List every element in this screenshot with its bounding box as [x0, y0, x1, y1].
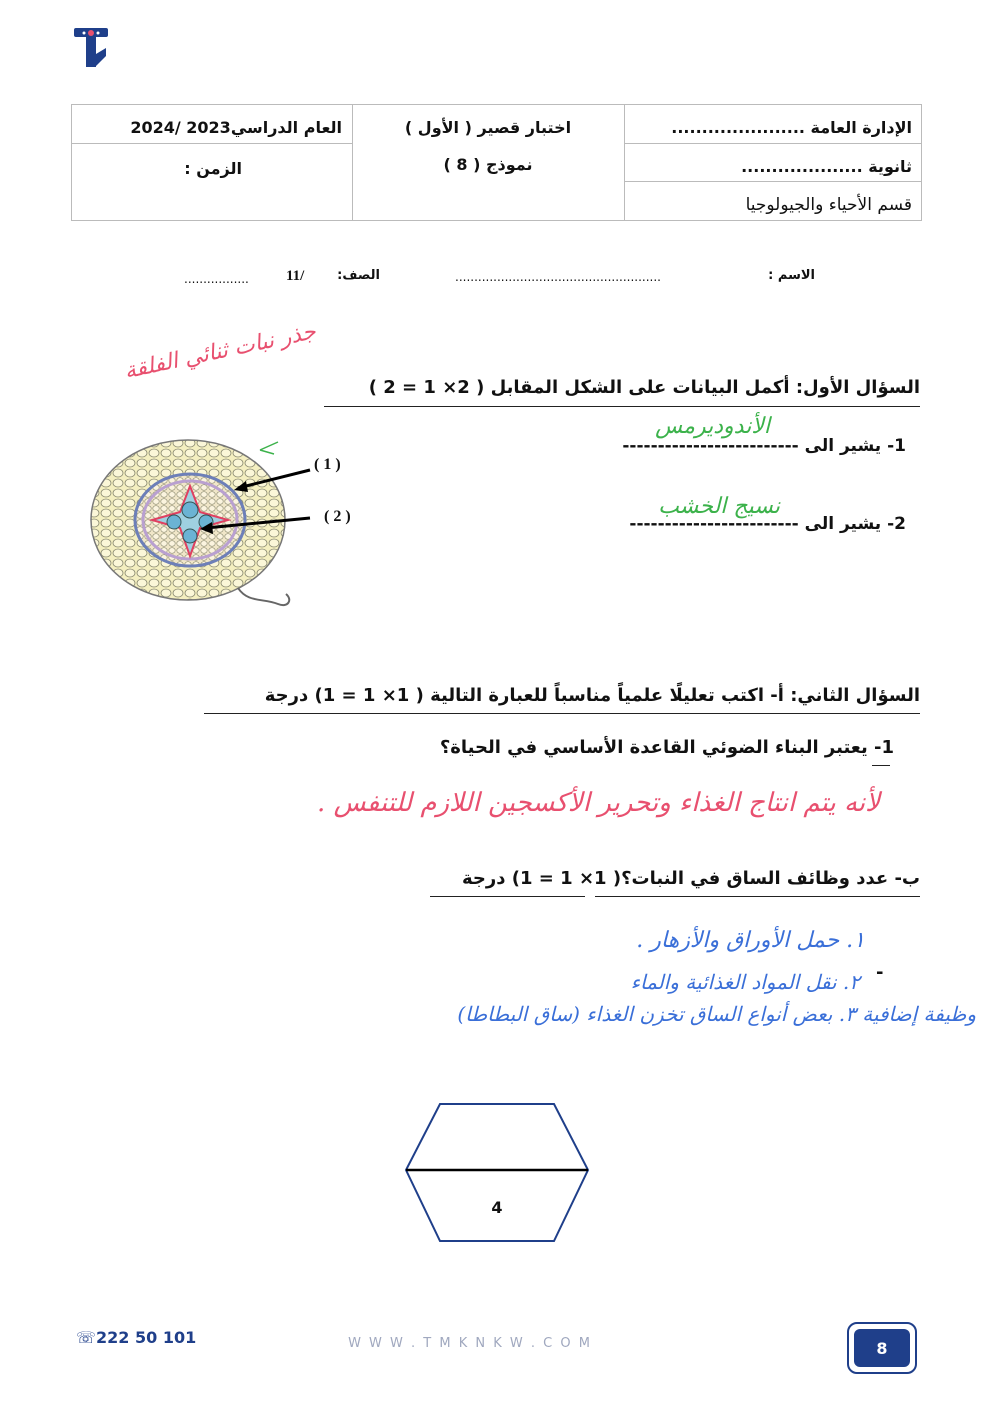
q2-item1: 1- يعتبر البناء الضوئي القاعدة الأساسي في الحياة؟	[439, 737, 894, 758]
model-number: نموذج ( 8 )	[443, 155, 533, 174]
q1-answer1: الأندوديرمس	[655, 414, 770, 439]
root-cross-section-diagram	[88, 428, 368, 618]
score-box	[404, 1102, 590, 1244]
class-value: 11/	[286, 268, 305, 284]
q2b-answer2: ٢. نقل المواد الغذائية والماء	[630, 970, 860, 994]
name-field[interactable]: ......................................................	[455, 270, 661, 284]
tm-logo-icon	[70, 22, 114, 76]
exam-title: اختبار قصير ( الأول )	[404, 118, 572, 137]
q2-title: السؤال الثاني: أ- اكتب تعليلًا علمياً مناسباً للعبارة التالية ( 1× 1 = 1) درجة	[264, 685, 920, 706]
logo	[70, 22, 114, 76]
margin-note: جذر نبات ثنائي الفلقة	[122, 319, 319, 385]
website-link[interactable]: W W W . T M K N K W . C O M	[348, 1336, 592, 1351]
diagram-label-2: ( 2 )	[324, 508, 351, 525]
admin-field: الإدارة العامة ......................	[671, 118, 912, 137]
name-label: الاسم :	[768, 268, 815, 283]
diagram-label-1: ( 1 )	[314, 456, 341, 473]
department-label: قسم الأحياء والجيولوجيا	[745, 195, 912, 215]
page-number-badge	[847, 1322, 917, 1374]
academic-year: العام الدراسي2023 /2024	[130, 118, 342, 137]
q2b-answer1: ١. حمل الأوراق والأزهار .	[636, 928, 865, 953]
q2b-title: ب- عدد وظائف الساق في النبات؟( 1× 1 = 1) درجة	[462, 868, 920, 889]
score-value: 4	[491, 1198, 503, 1217]
class-field[interactable]: .................	[184, 272, 249, 286]
class-label: الصف:	[337, 268, 380, 283]
q1-title: السؤال الأول: أكمل البيانات على الشكل المقابل ( 2× 1 = 2 )	[368, 377, 920, 398]
school-field: ثانوية ....................	[741, 157, 912, 176]
q1-answer2: نسيج الخشب	[658, 494, 780, 519]
phone-number: ☏222 50 101	[76, 1328, 197, 1347]
q2-answer1: لأنه يتم انتاج الغذاء وتحرير الأكسجين اللازم للتنفس .	[317, 788, 880, 818]
q1-item2: 2- يشير الى ------------------------	[629, 514, 906, 534]
time-field: الزمن :	[184, 159, 242, 178]
page-number: 8	[854, 1329, 910, 1367]
q2b-answer3: وظيفة إضافية ٣. بعض أنواع الساق تخزن الغذاء (ساق البطاطا)	[457, 1002, 976, 1026]
header-table	[71, 104, 922, 221]
phone-icon: ☏	[76, 1328, 97, 1347]
q1-item1: 1- يشير الى -------------------------	[622, 436, 906, 456]
q2b-dash: -	[876, 962, 884, 983]
